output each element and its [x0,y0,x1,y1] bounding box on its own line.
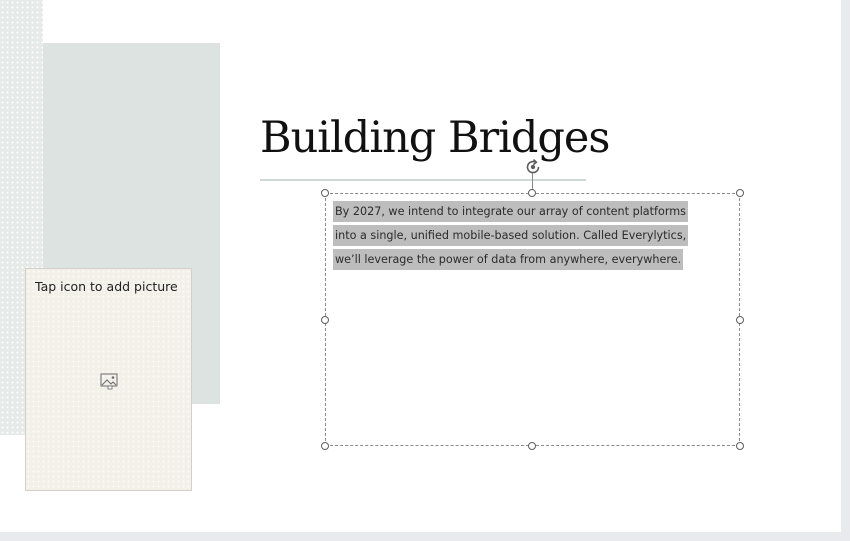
picture-placeholder-label: Tap icon to add picture [35,279,178,294]
body-text-line[interactable]: By 2027, we intend to integrate our array of content platforms [333,201,688,222]
resize-handle-bottom-right[interactable] [736,442,744,450]
body-text-line[interactable]: we’ll leverage the power of data from anywhere, everywhere. [333,249,683,270]
resize-handle-left[interactable] [321,316,329,324]
body-text-box[interactable] [333,200,713,272]
resize-handle-bottom[interactable] [528,442,536,450]
resize-handle-right[interactable] [736,316,744,324]
picture-placeholder[interactable] [25,268,192,491]
body-text-line[interactable]: into a single, unified mobile-based solution. Called Everylytics, [333,225,688,246]
slide-title[interactable]: Building Bridges [260,113,610,163]
rotate-handle-icon[interactable] [523,157,543,177]
resize-handle-top-right[interactable] [736,189,744,197]
image-insert-icon[interactable] [100,372,120,390]
resize-handle-top-left[interactable] [321,189,329,197]
resize-handle-top[interactable] [528,189,536,197]
title-underline [260,179,586,181]
resize-handle-bottom-left[interactable] [321,442,329,450]
